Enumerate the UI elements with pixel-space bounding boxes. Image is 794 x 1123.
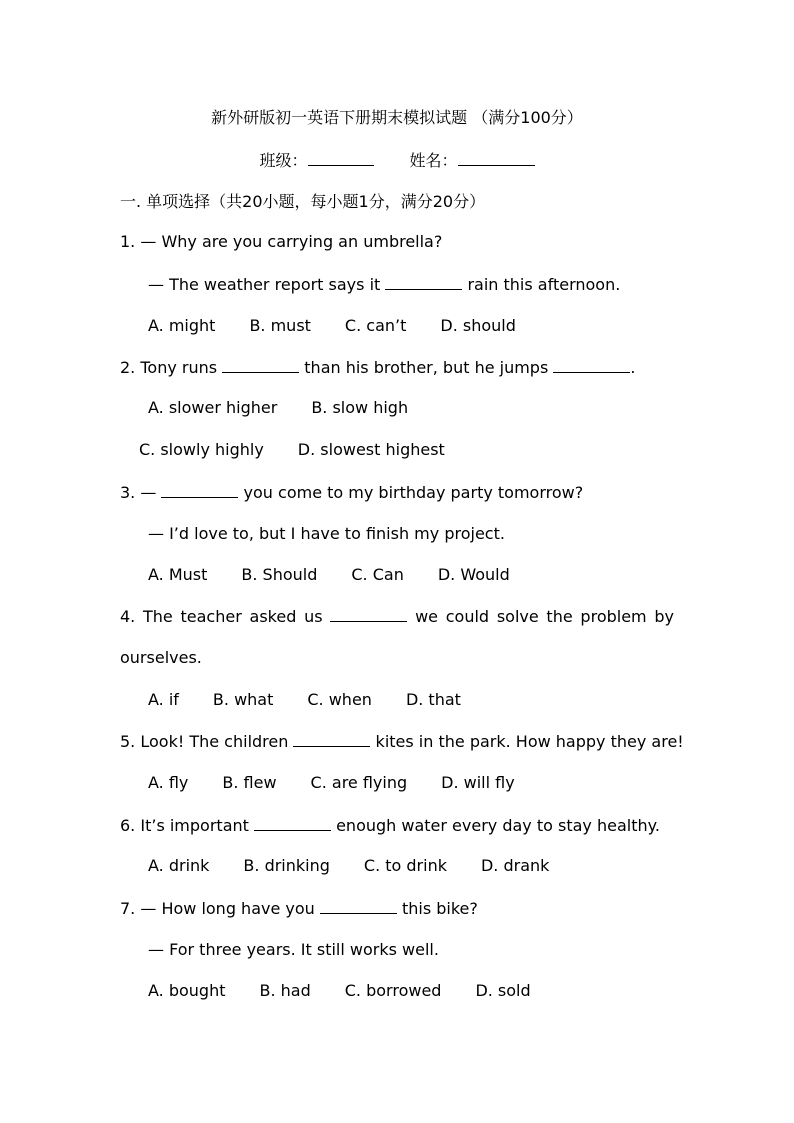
name-label: 姓名： bbox=[409, 151, 458, 170]
answer-blank[interactable] bbox=[222, 357, 299, 373]
question-4-stem: 4. The teacher asked us we could solve the problem by bbox=[120, 607, 675, 626]
option-a[interactable]: A. fly bbox=[148, 773, 189, 792]
option-b[interactable]: B. had bbox=[259, 981, 311, 1000]
question-3-stem: 3. — you come to my birthday party tomorrow? bbox=[120, 483, 584, 502]
option-d[interactable]: D. will fly bbox=[441, 773, 515, 792]
question-6-options bbox=[148, 856, 549, 876]
option-a[interactable]: A. might bbox=[148, 316, 216, 335]
question-number: 5. bbox=[120, 732, 136, 751]
option-d[interactable]: D. slowest highest bbox=[297, 440, 445, 459]
question-1-dialog: — The weather report says it rain this afternoon. bbox=[148, 275, 621, 294]
option-a[interactable]: A. drink bbox=[148, 856, 210, 875]
option-a[interactable]: A. bought bbox=[148, 981, 226, 1000]
option-b[interactable]: B. flew bbox=[222, 773, 277, 792]
option-a[interactable]: A. if bbox=[148, 690, 179, 709]
option-c[interactable]: C. Can bbox=[351, 565, 404, 584]
option-d[interactable]: D. sold bbox=[475, 981, 531, 1000]
class-blank[interactable] bbox=[308, 150, 374, 166]
question-2-stem: 2. Tony runs than his brother, but he jumps . bbox=[120, 358, 636, 377]
option-c[interactable]: C. when bbox=[307, 690, 372, 709]
answer-blank[interactable] bbox=[330, 606, 407, 622]
answer-blank[interactable] bbox=[320, 898, 397, 914]
answer-blank[interactable] bbox=[161, 482, 238, 498]
option-b[interactable]: B. slow high bbox=[311, 398, 409, 417]
option-d[interactable]: D. that bbox=[405, 690, 461, 709]
answer-blank[interactable] bbox=[254, 815, 331, 831]
question-2-options-row1 bbox=[148, 398, 408, 418]
question-1-stem: 1. — Why are you carrying an umbrella? bbox=[120, 232, 443, 251]
question-5-stem: 5. Look! The children kites in the park. How happy they are! bbox=[120, 732, 684, 751]
question-number: 1. bbox=[120, 232, 136, 251]
exam-title: 新外研版初一英语下册期末模拟试题 （满分100分） bbox=[211, 108, 583, 127]
option-d[interactable]: D. Would bbox=[437, 565, 510, 584]
student-info bbox=[0, 150, 794, 171]
option-c[interactable]: C. are flying bbox=[310, 773, 408, 792]
option-c[interactable]: C. to drink bbox=[363, 856, 447, 875]
option-c[interactable]: C. can’t bbox=[344, 316, 407, 335]
question-3-options bbox=[148, 565, 510, 585]
option-b[interactable]: B. Should bbox=[241, 565, 318, 584]
question-7-stem: 7. — How long have you this bike? bbox=[120, 899, 478, 918]
section-heading: 一. 单项选择（共20小题，每小题1分，满分20分） bbox=[120, 192, 486, 211]
option-b[interactable]: B. must bbox=[249, 316, 311, 335]
option-b[interactable]: B. drinking bbox=[243, 856, 330, 875]
question-4-stem-cont: ourselves. bbox=[120, 648, 202, 667]
answer-blank[interactable] bbox=[553, 357, 630, 373]
option-c[interactable]: C. slowly highly bbox=[139, 440, 264, 459]
class-label: 班级： bbox=[259, 151, 308, 170]
option-b[interactable]: B. what bbox=[212, 690, 274, 709]
question-1-options bbox=[148, 316, 516, 336]
question-number: 6. bbox=[120, 816, 136, 835]
question-number: 7. bbox=[120, 899, 136, 918]
option-d[interactable]: D. drank bbox=[480, 856, 550, 875]
option-a[interactable]: A. Must bbox=[148, 565, 208, 584]
option-d[interactable]: D. should bbox=[440, 316, 516, 335]
question-number: 3. bbox=[120, 483, 136, 502]
question-7-options bbox=[148, 981, 531, 1001]
question-4-options bbox=[148, 690, 461, 710]
option-a[interactable]: A. slower higher bbox=[148, 398, 278, 417]
question-3-dialog: — I’d love to, but I have to finish my project. bbox=[148, 524, 505, 543]
question-number: 4. bbox=[120, 607, 136, 626]
answer-blank[interactable] bbox=[293, 731, 370, 747]
question-2-options-row2 bbox=[139, 440, 445, 460]
question-6-stem: 6. It’s important enough water every day to stay healthy. bbox=[120, 816, 660, 835]
option-c[interactable]: C. borrowed bbox=[344, 981, 442, 1000]
question-7-dialog: — For three years. It still works well. bbox=[148, 940, 439, 959]
answer-blank[interactable] bbox=[385, 274, 462, 290]
name-blank[interactable] bbox=[458, 150, 535, 166]
question-number: 2. bbox=[120, 358, 136, 377]
question-5-options bbox=[148, 773, 515, 793]
